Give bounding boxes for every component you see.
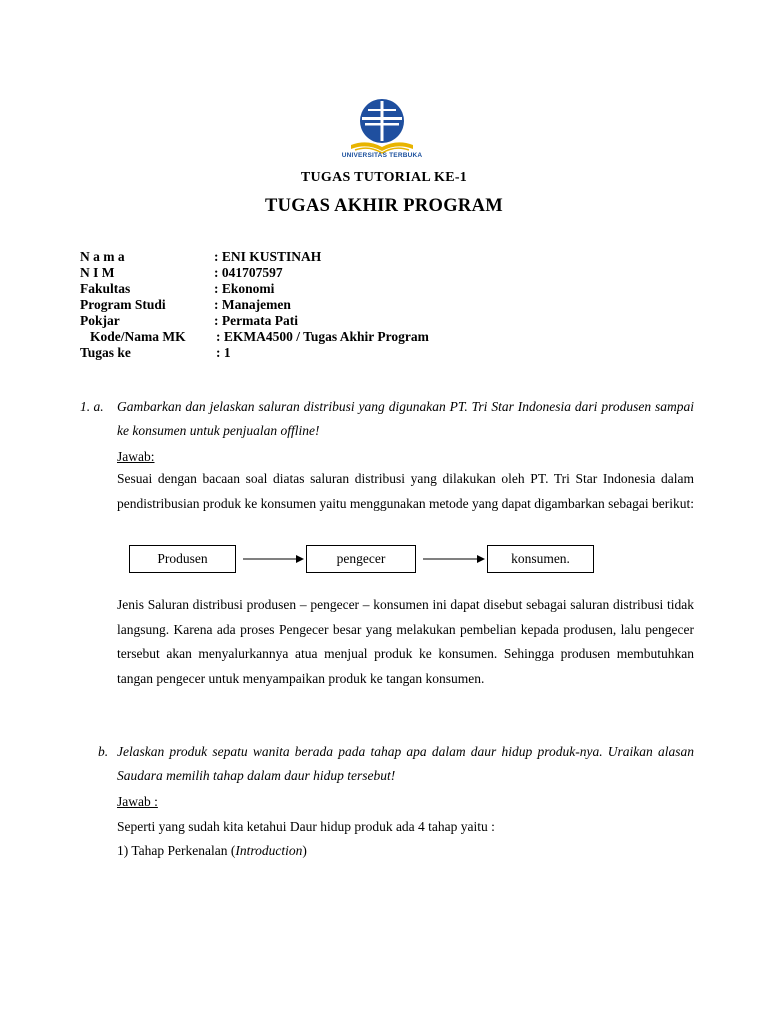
question-1a-text: Gambarkan dan jelaskan saluran distribusi yang digunakan PT. Tri Star Indonesia dari produsen sampai ke konsumen untuk penjualan offline! (117, 399, 694, 438)
answer-1a-intro: Sesuai dengan bacaan soal diatas saluran distribusi yang dilakukan oleh PT. Tri Star Indonesia dalam pendistribusian produk ke konsumen yaitu menggunakan metode yang dapat digambarkan sebagai berikut: (117, 471, 694, 511)
identity-label: Pokjar (80, 313, 120, 328)
main-title: TUGAS AKHIR PROGRAM (265, 196, 503, 216)
identity-value: : EKMA4500 / Tugas Akhir Program (216, 329, 429, 344)
flow-box-retailer: pengecer (306, 545, 416, 573)
identity-label: Program Studi (80, 297, 166, 312)
stage-1-line (117, 842, 307, 860)
identity-value: : 1 (216, 345, 231, 360)
flow-box-consumer: konsumen. (487, 545, 594, 573)
answer-label: Jawab : (117, 794, 158, 809)
answer-1b-intro: Seperti yang sudah kita ketahui Daur hidup produk ada 4 tahap yaitu : (117, 819, 495, 834)
identity-label: Kode/Nama MK (90, 329, 186, 344)
question-number: b. (98, 744, 109, 759)
identity-value: : ENI KUSTINAH (214, 249, 322, 264)
question-number: 1. a. (80, 399, 104, 414)
identity-value: : 041707597 (214, 265, 283, 280)
answer-1a-explanation: Jenis Saluran distribusi produsen – pengecer – konsumen ini dapat disebut sebagai saluran distribusi tidak langsung. Karena ada proses Pengecer besar yang melakukan pembelian kepada produsen, lalu pengecer tersebut akan menyalurkannya atua menjual produk ke konsumen. Sehingga produsen membutuhkan tangan pengecer untuk menyampaikan produk ke tangan konsumen. (117, 597, 694, 686)
tutorial-title: TUGAS TUTORIAL KE-1 (300, 170, 468, 185)
identity-label: N a m a (80, 249, 125, 264)
identity-value: : Manajemen (214, 297, 291, 312)
identity-label: Fakultas (80, 281, 131, 296)
question-1b-text: Jelaskan produk sepatu wanita berada pada tahap apa dalam daur hidup produk-nya. Uraikan alasan Saudara memilih tahap dalam daur hidup tersebut! (117, 744, 694, 783)
stage-1-term: Introduction (235, 843, 303, 858)
identity-label: N I M (80, 265, 115, 280)
answer-label: Jawab: (117, 449, 155, 464)
logo-caption: UNIVERSITAS TERBUKA (341, 152, 423, 159)
identity-value: : Ekonomi (214, 281, 275, 296)
identity-value: : Permata Pati (214, 313, 298, 328)
stage-1-suffix: ) (302, 843, 307, 858)
flow-box-producer: Produsen (129, 545, 236, 573)
identity-label: Tugas ke (80, 345, 131, 360)
stage-1-prefix: 1) Tahap Perkenalan ( (117, 843, 236, 858)
